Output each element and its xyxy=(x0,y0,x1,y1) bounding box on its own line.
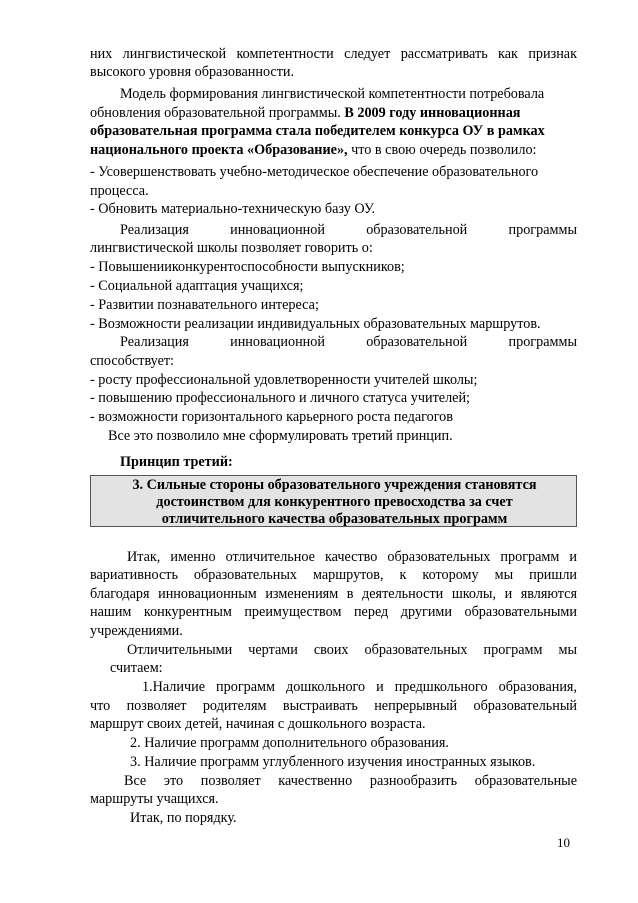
text-line: - Усовершенствовать учебно-методическое обеспечение образовательного xyxy=(90,164,539,180)
text-line: считаем: xyxy=(110,660,163,676)
text-line: нашим конкурентным преимуществом перед другими образовательными xyxy=(90,604,577,620)
text-line: них лингвистической компетентности следует рассматривать как признак xyxy=(90,46,577,62)
text-line: 2. Наличие программ дополнительного образования. xyxy=(130,735,449,751)
text-line: - росту профессиональной удовлетворенности учителей школы; xyxy=(90,372,478,388)
principle-line: отличительного качества образовательных программ xyxy=(161,511,508,527)
text-line: - Повышенииконкурентоспособности выпускников; xyxy=(90,259,405,275)
text-line-bold: образовательная программа стала победителем конкурса ОУ в рамках xyxy=(90,123,545,139)
section-heading: Принцип третий: xyxy=(120,454,233,470)
text-line: - повышению профессионального и личного статуса учителей; xyxy=(90,390,470,406)
principle-line: 3. Сильные стороны образовательного учреждения становятся xyxy=(132,477,537,493)
text-line: благодаря инновационным изменениям в деятельности школы, и являются xyxy=(90,586,577,602)
text-line: Модель формирования лингвистической компетентности потребовала xyxy=(120,86,545,102)
text-line: - возможности горизонтального карьерного роста педагогов xyxy=(90,409,453,425)
text-line xyxy=(90,104,577,122)
principle-line: достоинством для конкурентного превосходства за счет xyxy=(156,494,513,510)
text-line: - Обновить материально-техническую базу ОУ. xyxy=(90,201,376,217)
text-line xyxy=(90,141,577,159)
text-line: способствует: xyxy=(90,353,175,369)
text-line: что позволяет родителям выстраивать непрерывный образовательный xyxy=(90,698,577,714)
text-span: обновления образовательной программы. xyxy=(90,105,341,121)
bold-span: национального проекта «Образование», xyxy=(90,142,348,158)
text-line: Реализация инновационной образовательной программы xyxy=(120,334,577,350)
text-line: маршрут своих детей, начиная с дошкольного возраста. xyxy=(90,716,426,732)
text-line: Реализация инновационной образовательной программы xyxy=(120,222,577,238)
text-line: лингвистической школы позволяет говорить о: xyxy=(90,240,373,256)
text-line: - Социальной адаптация учащихся; xyxy=(90,278,304,294)
text-line: Все это позволило мне сформулировать третий принцип. xyxy=(108,428,453,444)
text-line: 3. Наличие программ углубленного изучения иностранных языков. xyxy=(130,754,536,770)
text-line: маршруты учащихся. xyxy=(90,791,219,807)
text-line: - Развитии познавательного интереса; xyxy=(90,297,319,313)
text-line: Все это позволяет качественно разнообразить образовательные xyxy=(124,773,577,789)
page-number: 10 xyxy=(557,835,570,850)
text-line: 1.Наличие программ дошкольного и предшкольного образования, xyxy=(142,679,577,695)
text-line: высокого уровня образованности. xyxy=(90,64,295,80)
text-line: Отличительными чертами своих образовательных программ мы xyxy=(127,642,577,658)
text-line: Итак, именно отличительное качество образовательных программ и xyxy=(127,549,577,565)
text-line: Итак, по порядку. xyxy=(130,810,237,826)
text-line: учреждениями. xyxy=(90,623,183,639)
bold-span: В 2009 году инновационная xyxy=(344,105,521,121)
text-line: - Возможности реализации индивидуальных образовательных маршрутов. xyxy=(90,316,541,332)
text-span: что в свою очередь позволило: xyxy=(351,142,537,158)
text-line: вариативность образовательных маршрутов, к которому мы пришли xyxy=(90,567,577,583)
text-line: процесса. xyxy=(90,183,149,199)
principle-box xyxy=(90,475,577,527)
